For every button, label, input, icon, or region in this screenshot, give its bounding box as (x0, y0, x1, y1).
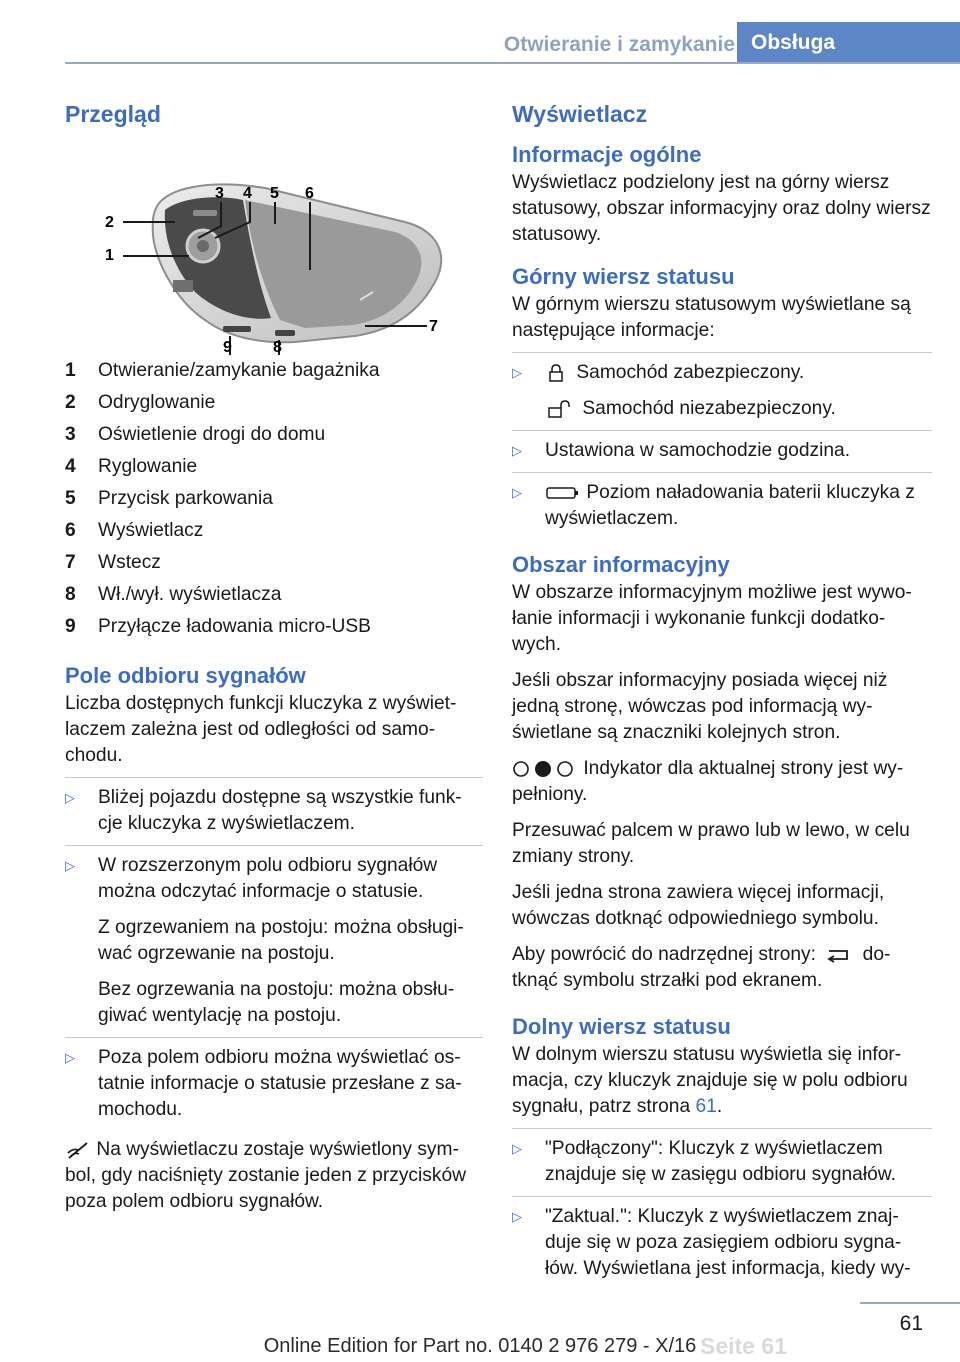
back-arrow-icon (821, 947, 857, 963)
lower-status-intro: W dolnym wierszu statusu wyświetla się infor-macja, czy kluczyk znajduje się w polu odbioru sygnału, patrz strona 61. (512, 1044, 908, 1117)
page-number: 61 (899, 1312, 923, 1335)
general-title: Informacje ogólne (512, 142, 702, 167)
legend-item: 6 Wyświetlacz (65, 520, 204, 541)
callout-5: 5 (270, 185, 279, 202)
header-tab-obsluga: Obsługa (737, 22, 960, 62)
legend-item: 7 Wstecz (65, 552, 161, 573)
display-key-illustration (65, 130, 483, 355)
bullet2-sub2: Bez ogrzewania na postoju: można obsłu-giwać wentylację na postoju. (98, 979, 455, 1026)
page-link-61[interactable]: 61 (695, 1096, 717, 1117)
display-title: Wyświetlacz (512, 101, 648, 127)
legend-item: 9 Przyłącze ładowania micro-USB (65, 616, 371, 637)
triangle-right-icon: ▷ (512, 1209, 522, 1224)
legend-item: 8 Wł./wył. wyświetlacza (65, 584, 282, 605)
footer-edition: Online Edition for Part no. 0140 2 976 279 - X/16 (263, 1335, 697, 1357)
callout-4: 4 (243, 185, 252, 202)
triangle-right-icon: ▷ (512, 1141, 522, 1156)
info-p3: Indykator dla aktualnej strony jest wy-pełniony. (512, 758, 904, 805)
upper-b1-sub: Samochód niezabezpieczony. (545, 396, 932, 422)
left-column (65, 98, 483, 1215)
list-item: ▷ Bliżej pojazdu dostępne są wszystkie funk-cje kluczyka z wyświetlaczem. (65, 785, 483, 837)
upper-bullets-1 (512, 360, 932, 386)
upper-status-title: Górny wiersz statusu (512, 264, 735, 289)
info-p1: W obszarze informacyjnym możliwe jest wywo-łanie informacji i wykonanie funkcji dodatko-wych. (512, 582, 912, 655)
list-item: ▷ Samochód zabezpieczony. (512, 360, 932, 386)
info-area-title: Obszar informacyjny (512, 552, 730, 577)
page-indicator-dots-icon (512, 760, 578, 778)
triangle-right-icon: ▷ (65, 1050, 75, 1065)
legend-item: 4 Ryglowanie (65, 456, 198, 477)
divider (65, 845, 483, 846)
bullet2-sub1: Z ogrzewaniem na postoju: można obsługi-wać ogrzewanie na postoju. (98, 917, 464, 964)
upper-bullets-3 (512, 480, 932, 532)
legend-item: 3 Oświetlenie drogi do domu (65, 424, 326, 445)
right-column (512, 98, 932, 1282)
divider (65, 1037, 483, 1038)
lower-bullets-2 (512, 1204, 932, 1282)
callout-6: 6 (305, 185, 314, 202)
callout-2: 2 (105, 214, 114, 231)
triangle-right-icon: ▷ (512, 485, 522, 500)
legend-list (65, 355, 483, 643)
upper-status-intro: W górnym wierszu statusowym wyświetlane są następujące informacje: (512, 294, 911, 341)
triangle-right-icon: ▷ (512, 365, 522, 380)
legend-item: 1 Otwieranie/zamykanie bagażnika (65, 360, 380, 381)
range-bullets (65, 785, 483, 837)
callout-3: 3 (215, 185, 224, 202)
range-bullets-2 (65, 853, 483, 905)
list-item: ▷ Ustawiona w samochodzie godzina. (512, 438, 932, 464)
list-item: ▷ W rozszerzonym polu odbioru sygnałów można odczytać informacje o statusie. (65, 853, 483, 905)
info-p5: Jeśli jedna strona zawiera więcej informacji, wówczas dotknąć odpowiedniego symbolu. (512, 882, 885, 929)
battery-icon (545, 485, 581, 501)
divider (65, 777, 483, 778)
callout-1: 1 (105, 247, 114, 264)
no-signal-icon (65, 1141, 91, 1159)
triangle-right-icon: ▷ (65, 858, 75, 873)
callout-9: 9 (223, 339, 232, 355)
footer-rule (860, 1302, 960, 1304)
lower-status-title: Dolny wiersz statusu (512, 1014, 731, 1039)
list-item: ▷ "Podłączony": Kluczyk z wyświetlaczem znajduje się w zasięgu odbioru sygnałów. (512, 1136, 932, 1188)
legend-item: 2 Odryglowanie (65, 392, 216, 413)
range-bullets-3 (65, 1045, 483, 1123)
info-p6: Aby powrócić do nadrzędnej strony: do-tknąć symbolu strzałki pod ekranem. (512, 944, 891, 991)
info-p4: Przesuwać palcem w prawo lub w lewo, w celu zmiany strony. (512, 820, 910, 867)
general-text: Wyświetlacz podzielony jest na górny wiersz statusowy, obszar informacyjny oraz dolny wiersz statusowy. (512, 172, 931, 245)
divider (512, 1128, 932, 1129)
list-item: ▷ "Zaktual.": Kluczyk z wyświetlaczem znaj-duje się w poza zasięgiem odbioru sygna-łów. Wyświetlana jest informacja, kiedy wy- (512, 1204, 932, 1282)
overview-title: Przegląd (65, 101, 161, 127)
list-item: ▷ Poza polem odbioru można wyświetlać os-tatnie informacje o statusie przesłane z sa-mochodu. (65, 1045, 483, 1123)
header-section-title: Otwieranie i zamykanie (503, 33, 735, 56)
divider (512, 1196, 932, 1197)
list-item: ▷ Poziom naładowania baterii kluczyka z wyświetlaczem. (512, 480, 932, 532)
watermark: Seite 61 (700, 1333, 787, 1359)
no-signal-note: Na wyświetlaczu zostaje wyświetlony sym-bol, gdy naciśnięty zostanie jeden z przycisków poza polem odbioru sygnałów. (65, 1139, 467, 1212)
triangle-right-icon: ▷ (65, 790, 75, 805)
legend-item: 5 Przycisk parkowania (65, 488, 273, 509)
lower-bullets-1 (512, 1136, 932, 1188)
range-intro: Liczba dostępnych funkcji kluczyka z wyświet-laczem zależna jest od odległości od samo-chodu. (65, 693, 457, 766)
divider (512, 472, 932, 473)
callout-7: 7 (429, 318, 438, 335)
divider (512, 430, 932, 431)
range-title: Pole odbioru sygnałów (65, 663, 306, 688)
divider (512, 352, 932, 353)
key-figure (65, 130, 483, 355)
info-p2: Jeśli obszar informacyjny posiada więcej niż jedną stronę, wówczas pod informacją wy-świetlane są znaczniki kolejnych stron. (512, 670, 888, 743)
lock-open-icon (545, 400, 577, 418)
triangle-right-icon: ▷ (512, 443, 522, 458)
lock-closed-icon (545, 364, 571, 382)
callout-8: 8 (273, 339, 282, 355)
upper-bullets-2 (512, 438, 932, 464)
header-rule (65, 62, 960, 64)
